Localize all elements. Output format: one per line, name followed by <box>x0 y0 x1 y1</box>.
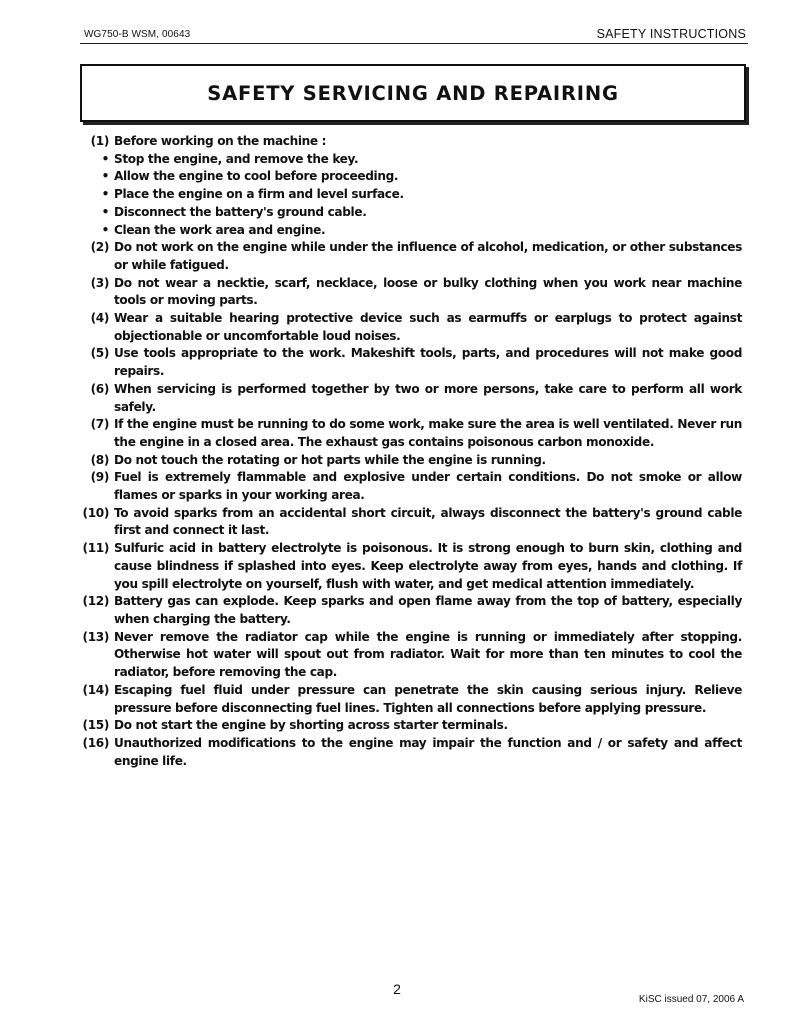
list-item <box>74 505 742 540</box>
list-item <box>74 133 742 151</box>
page-number: 2 <box>393 981 401 997</box>
bullet-marker: • <box>101 169 109 184</box>
item-marker: (9) <box>90 470 109 485</box>
list-item <box>74 682 742 717</box>
list-item <box>74 239 742 274</box>
item-text: Wear a suitable hearing protective device such as earmuffs or earplugs to protect against objectionable or uncomfortable loud noises. <box>114 311 742 343</box>
item-marker: (5) <box>90 346 109 361</box>
item-text: Place the engine on a firm and level surface. <box>114 187 404 202</box>
list-item <box>74 204 742 222</box>
bullet-marker: • <box>101 187 109 202</box>
item-marker: (4) <box>90 311 109 326</box>
list-item <box>74 629 742 682</box>
list-item <box>74 540 742 593</box>
title-box <box>80 64 746 122</box>
safety-list <box>74 133 742 770</box>
section-title: SAFETY INSTRUCTIONS <box>596 27 746 41</box>
item-text: Escaping fuel fluid under pressure can penetrate the skin causing serious injury. Relieve pressure before disconnecting fuel lines. Tighten all connections before applying pressure. <box>114 682 742 715</box>
list-item <box>74 717 742 735</box>
item-text: Stop the engine, and remove the key. <box>114 151 359 166</box>
list-item <box>74 151 742 169</box>
item-marker: (12) <box>82 594 109 609</box>
list-item <box>74 593 742 628</box>
item-marker: (13) <box>82 629 109 644</box>
issue-info: KiSC issued 07, 2006 A <box>638 994 744 1005</box>
list-item <box>74 381 742 416</box>
item-text: Do not work on the engine while under the influence of alcohol, medication, or other substances or while fatigued. <box>114 240 742 272</box>
item-text: To avoid sparks from an accidental short circuit, always disconnect the battery's ground cable first and connect it last. <box>114 505 742 538</box>
item-marker: (8) <box>90 452 109 467</box>
list-item <box>74 222 742 240</box>
item-text: Before working on the machine : <box>114 134 327 148</box>
list-item <box>74 345 742 380</box>
list-item <box>74 416 742 451</box>
item-text: Allow the engine to cool before proceeding. <box>114 169 399 184</box>
bullet-marker: • <box>101 222 109 237</box>
page-title: SAFETY SERVICING AND REPAIRING <box>207 81 619 105</box>
item-text: Disconnect the battery's ground cable. <box>114 204 367 219</box>
list-item <box>74 469 742 504</box>
header-divider <box>80 43 748 44</box>
item-marker: (2) <box>90 240 109 255</box>
item-text: Sulfuric acid in battery electrolyte is poisonous. It is strong enough to burn skin, clothing and cause blindness if splashed into eyes. Keep electrolyte away from eyes, hands and clothing. If you spill electrolyte on yourself, flush with water, and get medical attention immediately. <box>114 541 742 591</box>
item-marker: (14) <box>82 682 109 697</box>
list-item <box>74 275 742 310</box>
item-marker: (3) <box>90 275 109 290</box>
item-text: Do not start the engine by shorting across starter terminals. <box>114 718 508 733</box>
item-marker: (11) <box>82 541 109 556</box>
item-marker: (7) <box>90 417 109 432</box>
item-marker: (15) <box>82 718 109 733</box>
item-text: Unauthorized modifications to the engine may impair the function and / or safety and affect engine life. <box>114 735 742 768</box>
item-marker: (6) <box>90 381 109 396</box>
item-marker: (1) <box>90 134 109 148</box>
document-code: WG750-B WSM, 00643 <box>84 29 191 40</box>
item-text: Clean the work area and engine. <box>114 222 326 237</box>
item-text: Battery gas can explode. Keep sparks and open flame away from the top of battery, especially when charging the battery. <box>114 594 742 626</box>
item-text: Use tools appropriate to the work. Makeshift tools, parts, and procedures will not make good repairs. <box>114 346 742 379</box>
list-item <box>74 168 742 186</box>
bullet-marker: • <box>101 151 109 166</box>
item-marker: (10) <box>82 505 109 520</box>
item-text: Fuel is extremely flammable and explosive under certain conditions. Do not smoke or allow flames or sparks in your working area. <box>114 470 742 503</box>
list-item <box>74 735 742 770</box>
item-text: When servicing is performed together by two or more persons, take care to perform all work safely. <box>114 381 742 414</box>
item-text: Never remove the radiator cap while the engine is running or immediately after stopping. Otherwise hot water will spout out from radiator. Wait for more than ten minutes to cool the radiator, before removing the cap. <box>114 629 742 680</box>
list-item <box>74 452 742 470</box>
item-marker: (16) <box>82 735 109 750</box>
item-text: Do not wear a necktie, scarf, necklace, loose or bulky clothing when you work near machine tools or moving parts. <box>114 275 742 308</box>
item-text: If the engine must be running to do some work, make sure the area is well ventilated. Never run the engine in a closed area. The exhaust gas contains poisonous carbon monoxide. <box>114 417 742 449</box>
list-item <box>74 310 742 345</box>
item-text: Do not touch the rotating or hot parts while the engine is running. <box>114 452 546 467</box>
list-item <box>74 186 742 204</box>
bullet-marker: • <box>101 204 109 219</box>
